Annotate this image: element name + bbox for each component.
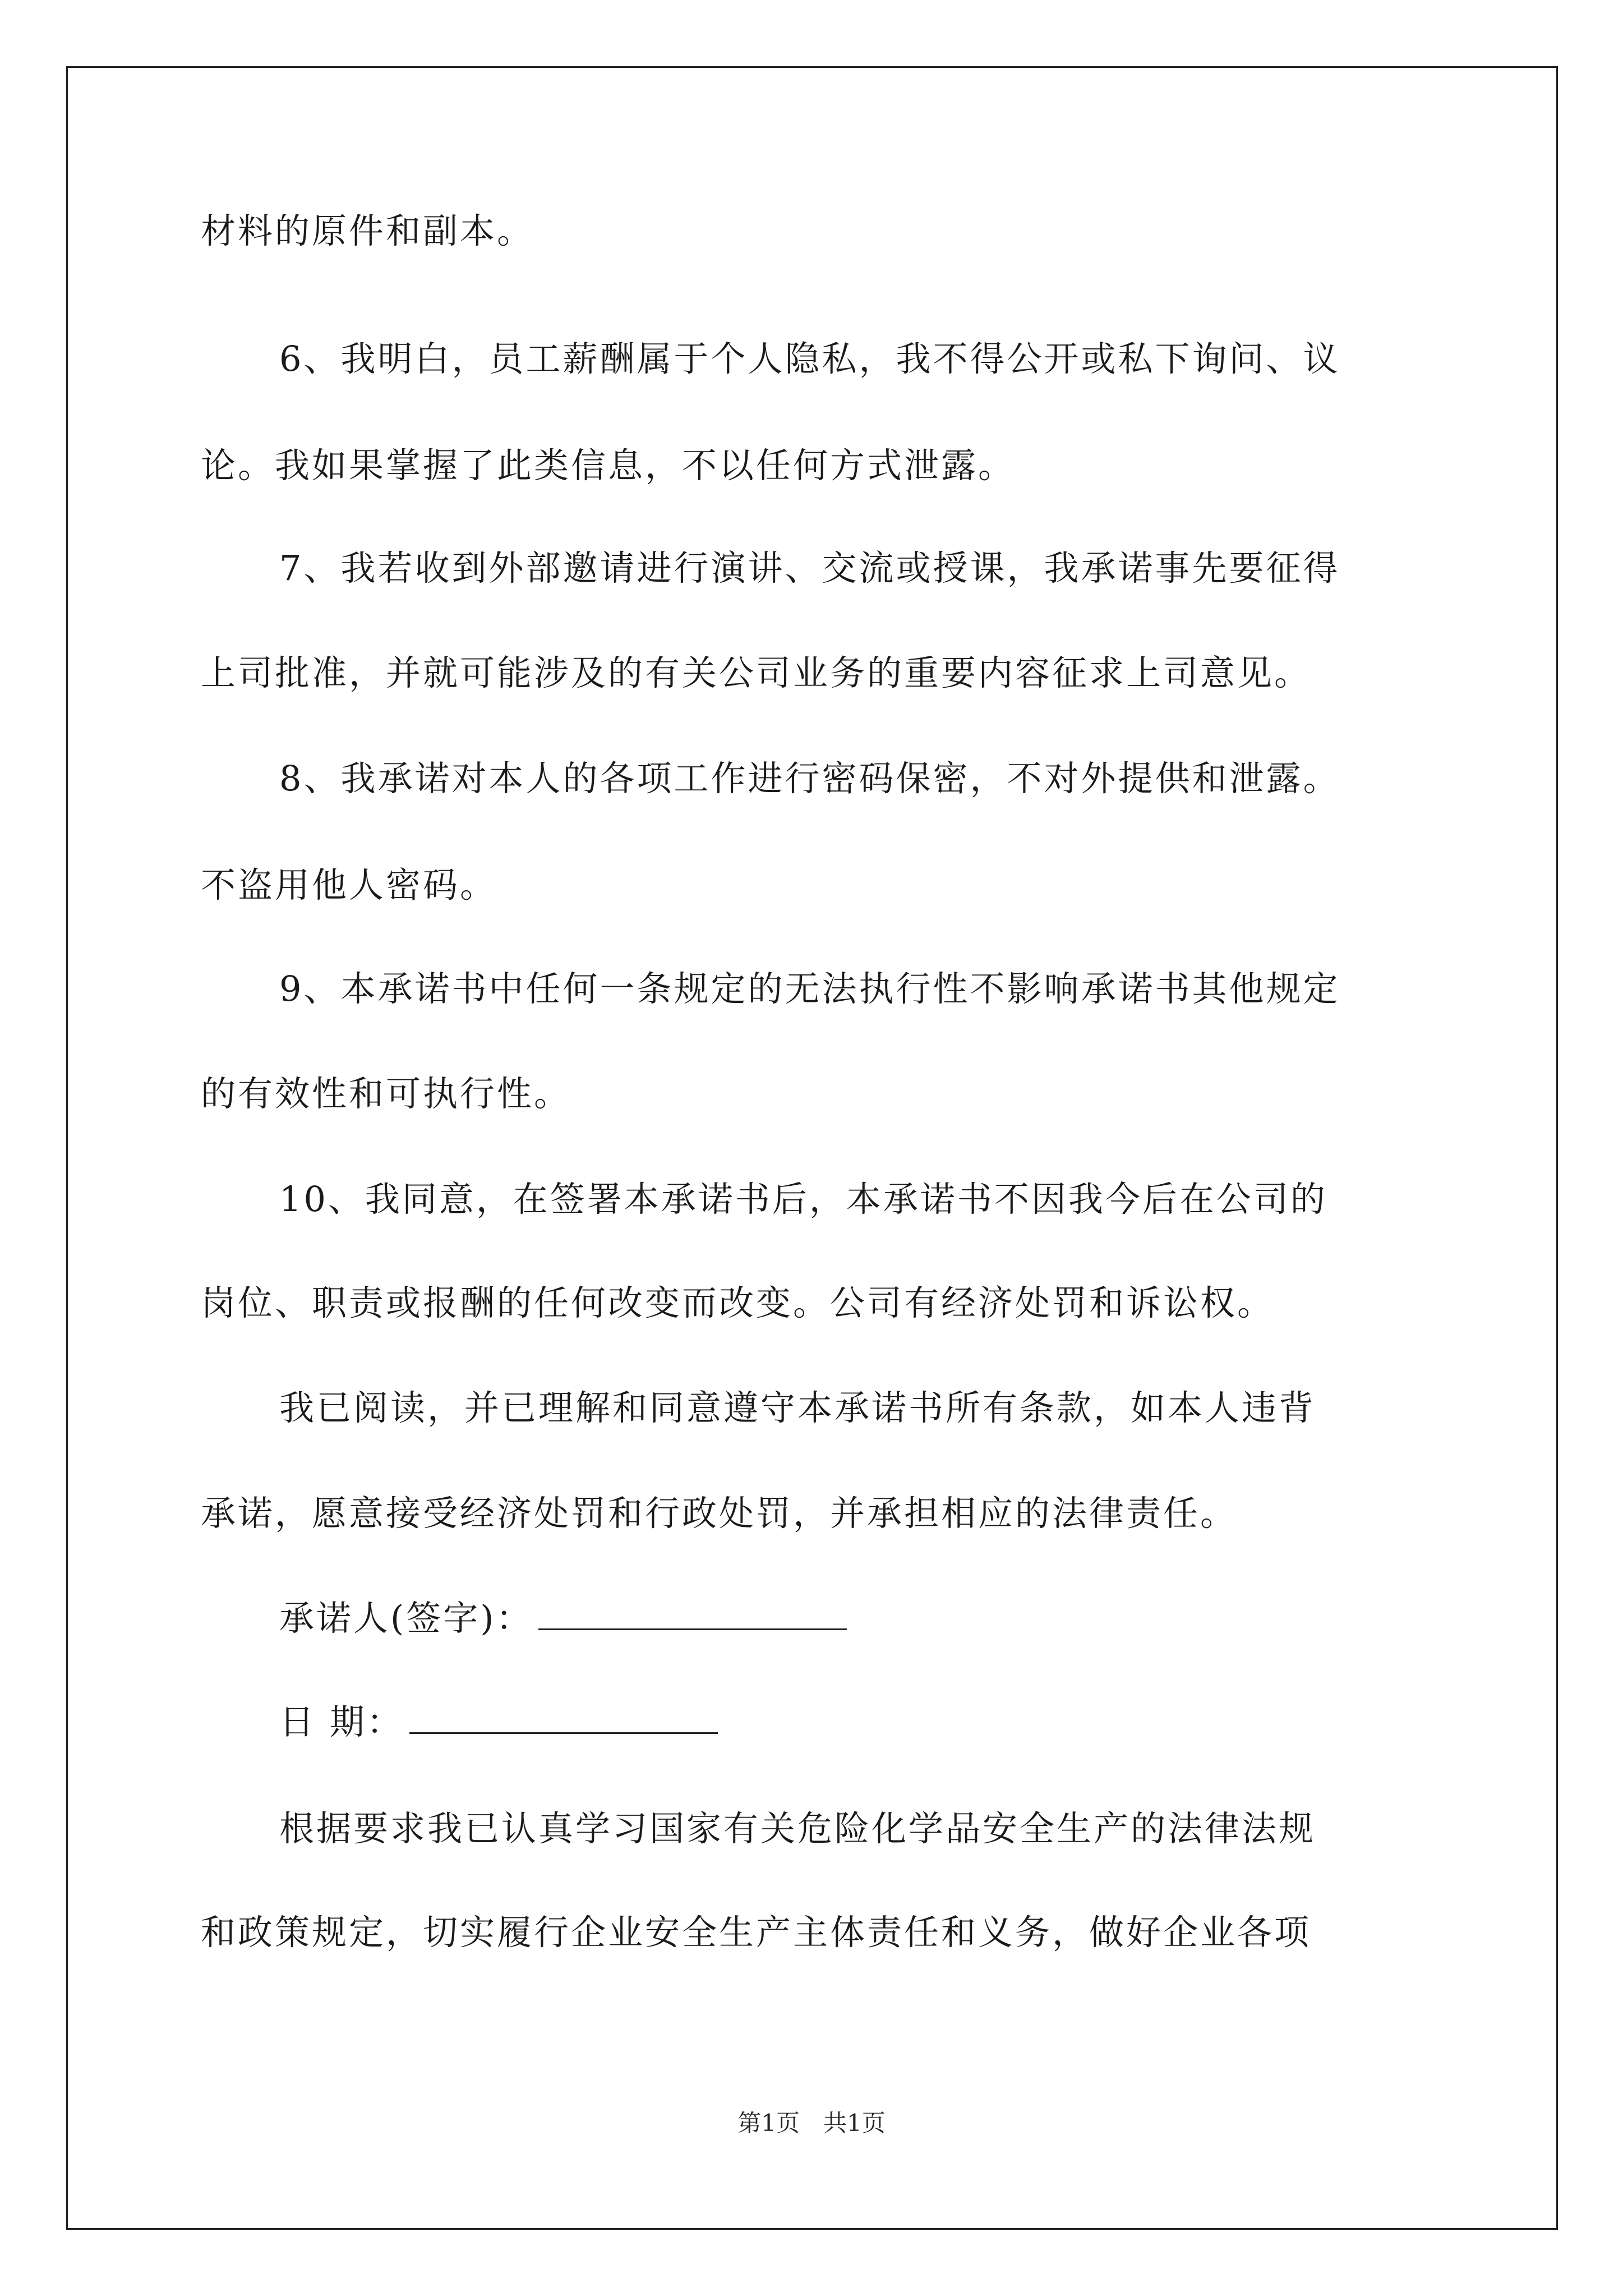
body-line-3: 论。我如果掌握了此类信息，不以任何方式泄露。: [201, 445, 1016, 486]
body-line-9: 的有效性和可执行性。: [201, 1073, 571, 1114]
body-line-13: 承诺，愿意接受经济处罚和行政处罚，并承担相应的法律责任。: [201, 1493, 1238, 1534]
signature-blank[interactable]: [538, 1626, 847, 1630]
body-line-5: 上司批准，并就可能涉及的有关公司业务的重要内容征求上司意见。: [201, 652, 1312, 693]
signature-label: 承诺人(签字)：: [279, 1598, 533, 1639]
closing-line-1: 根据要求我已认真学习国家有关危险化学品安全生产的法律法规: [279, 1808, 1316, 1849]
body-line-4: 7、我若收到外部邀请进行演讲、交流或授课，我承诺事先要征得: [279, 547, 1340, 588]
body-line-10: 10、我同意，在签署本承诺书后，本承诺书不因我今后在公司的: [279, 1179, 1327, 1220]
body-line-7: 不盗用他人密码。: [201, 864, 497, 905]
body-line-2: 6、我明白，员工薪酬属于个人隐私，我不得公开或私下询问、议: [279, 338, 1340, 379]
closing-line-2: 和政策规定，切实履行企业安全生产主体责任和义务，做好企业各项: [201, 1912, 1312, 1953]
page-border: [66, 66, 1558, 2230]
body-line-6: 8、我承诺对本人的各项工作进行密码保密，不对外提供和泄露。: [279, 758, 1340, 799]
date-blank[interactable]: [409, 1730, 718, 1734]
body-line-1: 材料的原件和副本。: [201, 210, 534, 251]
body-line-11: 岗位、职责或报酬的任何改变而改变。公司有经济处罚和诉讼权。: [201, 1282, 1275, 1323]
body-line-8: 9、本承诺书中任何一条规定的无法执行性不影响承诺书其他规定: [279, 968, 1340, 1009]
date-label: 日 期：: [279, 1701, 404, 1742]
body-line-12: 我已阅读，并已理解和同意遵守本承诺书所有条款，如本人违背: [279, 1387, 1316, 1428]
page-footer: 第1页 共1页: [737, 2109, 886, 2137]
signature-row: [279, 1596, 847, 1641]
date-row: [279, 1700, 718, 1745]
